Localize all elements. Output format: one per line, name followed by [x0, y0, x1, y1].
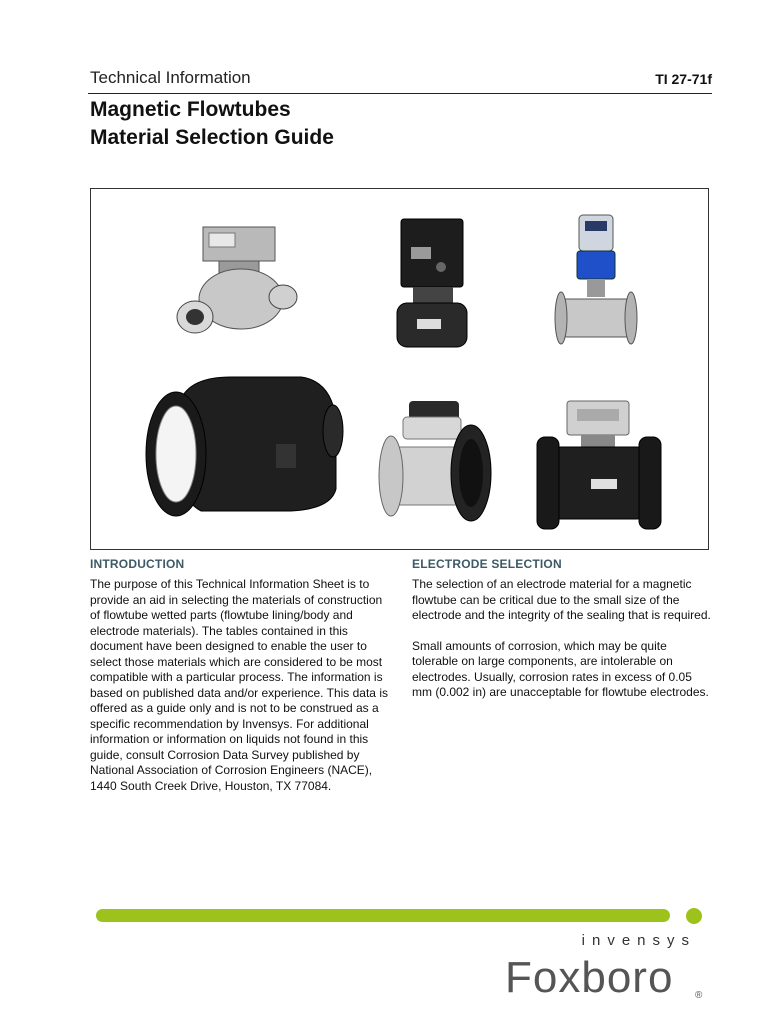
electrode-selection-section [412, 557, 712, 716]
introduction-heading: INTRODUCTION [90, 557, 185, 571]
introduction-body: The purpose of this Technical Information Sheet is to provide an aid in selecting the materials of construction of flowtube wetted parts (flowtube lining/body and electrode materials). The tables contained in this document have been designed to enable the user to select those materials which are considered to be most compatible with a particular process. The information is based on published data and/or experience. This data is offered as a guide only and is not to be construed as a specific recommendation by Invensys. For additional information or information on liquids not found in this guide, consult Corrosion Data Survey published by National Association of Corrosion Engineers (NACE), 1440 South Creek Drive, Houston, TX 77084. [90, 577, 388, 793]
product-photo-frame [90, 188, 709, 550]
introduction-section [90, 557, 390, 809]
footer-accent-dot [686, 908, 702, 924]
registered-mark: ® [695, 990, 703, 1001]
flowtube-photo-1 [177, 227, 297, 333]
electrode-selection-heading: ELECTRODE SELECTION [412, 557, 562, 571]
electrode-selection-paragraph-1: The selection of an electrode material for a magnetic flowtube can be critical due to the small size of the electrode and the integrity of the sealing that is required. [412, 577, 711, 622]
flowtube-photo-2 [397, 219, 467, 347]
page-title [90, 96, 334, 152]
flowtube-photo-4 [146, 377, 343, 516]
electrode-selection-paragraph-2: Small amounts of corrosion, which may be quite tolerable on large components, are intolerable on electrodes. Usually, corrosion rates in excess of 0.05 mm (0.002 in) are unacceptable for flowtube electrodes. [412, 638, 709, 699]
title-line-1: Magnetic Flowtubes [90, 98, 291, 121]
header-rule [88, 93, 712, 94]
flowtube-photo-6 [537, 401, 661, 529]
flowtube-photo-5 [379, 401, 491, 521]
foxboro-logo: Foxboro [505, 953, 674, 1002]
flowtube-photo-3 [555, 215, 637, 344]
product-photos [91, 189, 708, 549]
footer-accent-bar [96, 909, 670, 922]
invensys-logo: invensys [581, 932, 696, 949]
document-number: TI 27-71f [655, 71, 712, 87]
header-label: Technical Information [90, 68, 251, 87]
title-line-2: Material Selection Guide [90, 126, 334, 149]
